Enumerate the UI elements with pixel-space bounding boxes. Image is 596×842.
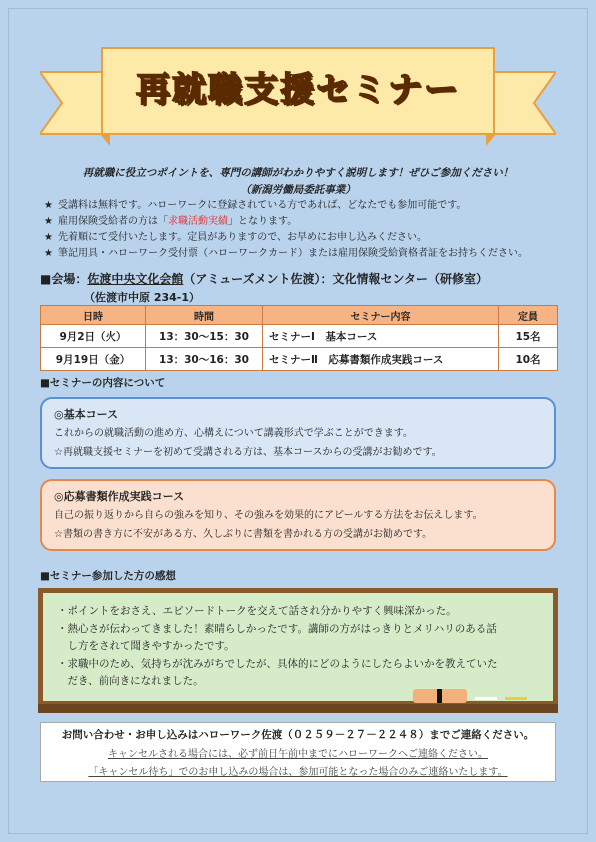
notes-list	[44, 198, 564, 262]
note-item: ★ 筆記用具・ハローワーク受付票（ハローワークカード）または雇用保険受給資格者証をお持ちください。	[44, 246, 564, 262]
cell-time: 13：30～16：30	[146, 348, 263, 371]
col-header-date: 日時	[41, 306, 146, 325]
col-header-capacity: 定員	[499, 306, 558, 325]
lead-text: 再就職に役立つポイントを、専門の講師がわかりやすく説明します！ぜひご参加ください！	[82, 167, 514, 179]
basic-course-box	[40, 397, 556, 469]
cell-date: 9月2日（火）	[41, 325, 146, 348]
star-icon: ★	[44, 216, 53, 227]
white-chalk-icon	[475, 697, 497, 700]
practice-course-recommend: ☆書類の書き方に不安がある方、久しぶりに書類を書かれる方の受講がお勧めです。	[54, 529, 433, 540]
col-header-content: セミナー内容	[263, 306, 499, 325]
contact-main: お問い合わせ・お申し込みはハローワーク佐渡（０２５９－２７－２２４８）までご連絡ください。	[61, 729, 535, 741]
contact-box	[40, 722, 556, 782]
feedback-line: ・ポイントをおさえ、エピソードトークを交えて話され分かりやすく興味深かった。	[57, 605, 457, 617]
star-icon: ★	[44, 232, 53, 243]
waitlist-note: 「キャンセル待ち」でのお申し込みの場合は、参加可能となった場合のみご連絡いたします。	[88, 767, 508, 778]
cell-capacity: 15名	[499, 325, 558, 348]
cell-date: 9月19日（金）	[41, 348, 146, 371]
venue-name: 佐渡中央文化会館	[87, 272, 184, 286]
lead-note: （新潟労働局委託事業）	[240, 184, 356, 196]
cell-content: セミナーⅠ 基本コース	[263, 325, 499, 348]
feedback-heading: ■セミナー参加した方の感想	[40, 570, 176, 582]
note-item: ★ 先着順にて受付いたします。定員がありますので、お早めにお申し込みください。	[44, 230, 564, 246]
col-header-time: 時間	[146, 306, 263, 325]
schedule-table	[40, 305, 558, 371]
star-icon: ★	[44, 200, 53, 211]
highlight-text: 求職活動実績	[168, 216, 228, 227]
feedback-line: だき、前向きになれました。	[57, 675, 204, 687]
content-heading: ■セミナーの内容について	[40, 377, 166, 389]
yellow-chalk-icon	[505, 697, 527, 700]
note-item: ★ 受講料は無料です。ハローワークに登録されている方であれば、どなたでも参加可能です。	[44, 198, 564, 214]
practice-course-desc: 自己の振り返りから自らの強みを知り、その強みを効果的にアピールする方法をお伝えします。	[54, 510, 483, 521]
basic-course-recommend: ☆再就職支援セミナーを初めて受講される方は、基本コースからの受講がお勧めです。	[54, 447, 442, 458]
venue-line: ■会場：佐渡中央文化会館（アミューズメント佐渡）：文化情報センター（研修室）	[40, 272, 489, 286]
eraser-icon	[413, 689, 467, 703]
cell-time: 13：30～15：30	[146, 325, 263, 348]
practice-course-title: ◎応募書類作成実践コース	[54, 490, 185, 503]
feedback-line: ・熱心さが伝わってきました！素晴らしかったです。講師の方がはっきりとメリハリのある話	[57, 622, 497, 635]
practice-course-box	[40, 479, 556, 551]
basic-course-title: ◎基本コース	[54, 408, 119, 421]
table-row	[41, 348, 558, 371]
venue-address: （佐渡市中原 234-1）	[84, 291, 201, 304]
feedback-blackboard	[38, 588, 558, 706]
feedback-line: ・求職中のため、気持ちが沈みがちでしたが、具体的にどのようにしたらよいかを教えていた	[57, 657, 498, 670]
table-row	[41, 325, 558, 348]
star-icon: ★	[44, 248, 53, 259]
basic-course-desc: これからの就職活動の進め方、心構えについて講義形式で学ぶことができます。	[54, 428, 413, 439]
chalk-tray	[38, 704, 558, 713]
note-item: ★ 雇用保険受給者の方は「求職活動実績」となります。	[44, 214, 564, 230]
feedback-line: し方をされて聞きやすかったです。	[57, 640, 235, 652]
cell-content: セミナーⅡ 応募書類作成実践コース	[263, 348, 499, 371]
cancel-note: キャンセルされる場合には、必ず前日午前中までにハローワークへご連絡ください。	[108, 749, 488, 760]
page-title: 再就職支援セミナー	[136, 70, 460, 110]
cell-capacity: 10名	[499, 348, 558, 371]
